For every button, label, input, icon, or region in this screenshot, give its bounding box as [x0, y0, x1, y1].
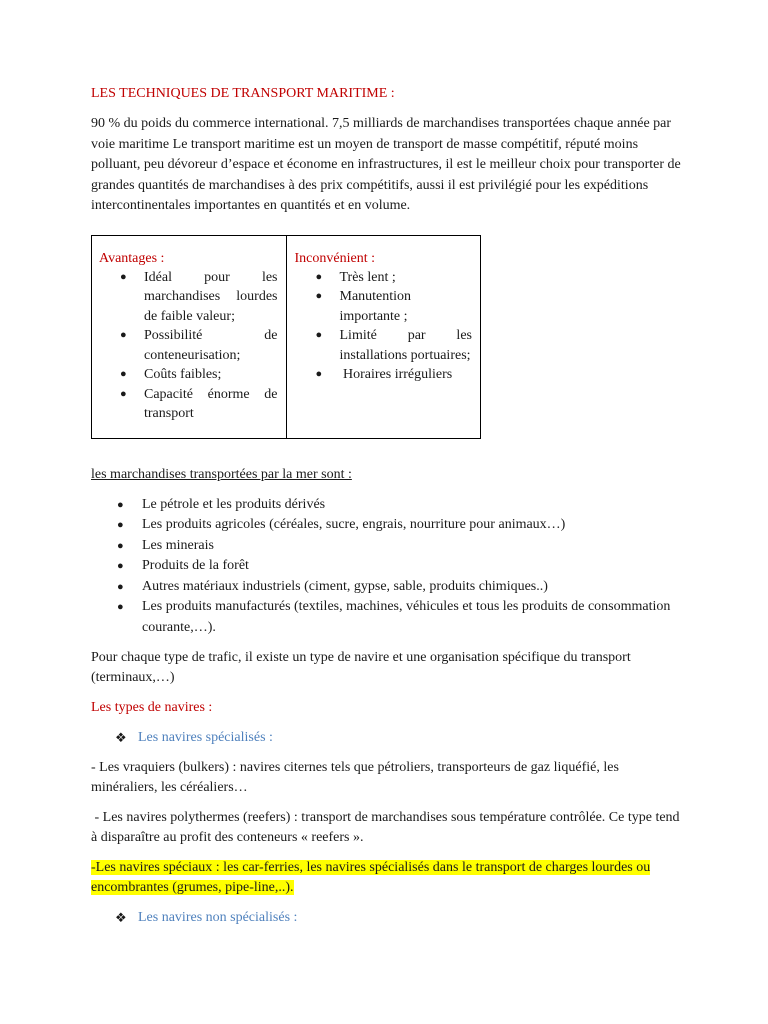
list-item: ● Capacité énorme de transport — [120, 386, 278, 421]
pros-cons-table — [91, 235, 481, 439]
list-item: ● Idéal pour les marchandises lourdes de faible valeur; — [120, 269, 278, 324]
intro-paragraph: 90 % du poids du commerce international. 7,5 milliards de marchandises transportées chaque année par voie maritime Le transport maritime est un moyen de transport de masse compétitif, réputé moins polluant, peu dévoreur d’espace et économe en infrastructures, il est le meilleur choix pour transporter de grandes quantités de marchandises à des prix compétitifs, aussi il est privilégié pour les expéditions intercontinentales importantes en quantités et en volume. — [91, 116, 681, 213]
list-item: ● Possibilité de conteneurisation; — [120, 328, 278, 363]
bullet-icon: ● — [315, 368, 323, 380]
list-item: ● Autres matériaux industriels (ciment, gypse, sable, produits chimiques..) — [91, 577, 681, 598]
list-item: ● Le pétrole et les produits dérivés — [91, 495, 681, 516]
bullet-icon: ● — [315, 329, 323, 341]
bullet-icon: ● — [315, 290, 323, 302]
list-item: ● Très lent ; — [295, 268, 473, 288]
document-title: LES TECHNIQUES DE TRANSPORT MARITIME : — [91, 86, 395, 101]
document-page — [91, 84, 684, 928]
special-ships-paragraph: -Les navires spéciaux : les car-ferries, les navires spécialisés dans le transport de charges lourdes ou encombrantes (grumes, pipe-line,..). — [91, 860, 651, 895]
list-item: ● Coûts faibles; — [99, 365, 278, 385]
bullet-icon: ● — [117, 580, 124, 593]
bullet-icon: ● — [117, 601, 124, 613]
list-item: ● Les produits agricoles (céréales, sucre, engrais, nourriture pour animaux…) — [91, 515, 681, 536]
non-specialized-ships-heading: ❖ Les navires non spécialisés : — [91, 908, 681, 928]
bullet-icon: ● — [120, 387, 127, 400]
list-item: ● Les minerais — [91, 536, 681, 557]
disadvantages-title: Inconvénient : — [294, 250, 375, 266]
diamond-bullet-icon: ❖ — [115, 910, 127, 925]
advantages-list — [99, 268, 278, 424]
bullet-icon: ● — [120, 270, 127, 283]
ship-types-title: Les types de navires : — [91, 700, 213, 715]
list-item: ● Produits de la forêt — [91, 556, 681, 577]
advantages-cell — [92, 235, 287, 438]
disadvantages-list — [295, 268, 473, 385]
goods-list — [91, 495, 681, 639]
bullet-icon: ● — [315, 270, 323, 283]
bullet-icon: ● — [117, 498, 124, 511]
bullet-icon: ● — [117, 560, 124, 572]
reefers-paragraph: - Les navires polythermes (reefers) : transport de marchandises sous température contrôlée. Ce type tend à disparaître au profit des conteneurs « reefers ». — [91, 810, 684, 845]
list-item: ● Horaires irréguliers — [295, 365, 473, 385]
traffic-paragraph: Pour chaque type de trafic, il existe un type de navire et une organisation spécifique du transport (terminaux,…) — [91, 650, 631, 685]
list-item: ● Les produits manufacturés (textiles, machines, véhicules et tous les produits de consommation courante,…). — [117, 599, 671, 635]
bullet-icon: ● — [120, 329, 127, 341]
list-item: ● Limité par les installations portuaires; — [315, 328, 472, 363]
goods-title: les marchandises transportées par la mer sont : — [91, 466, 352, 482]
bullet-icon: ● — [120, 368, 127, 380]
bullet-icon: ● — [117, 519, 124, 531]
advantages-title: Avantages : — [99, 250, 165, 266]
bullet-icon: ● — [117, 539, 124, 552]
bulkers-paragraph: - Les vraquiers (bulkers) : navires citernes tels que pétroliers, transporteurs de gaz liquéfié, les minéraliers, les céréaliers… — [91, 760, 619, 795]
diamond-bullet-icon: ❖ — [115, 730, 127, 745]
specialized-ships-heading: ❖ Les navires spécialisés : — [91, 728, 681, 748]
list-item: ● Manutention importante ; — [315, 289, 412, 324]
disadvantages-cell — [286, 235, 481, 438]
